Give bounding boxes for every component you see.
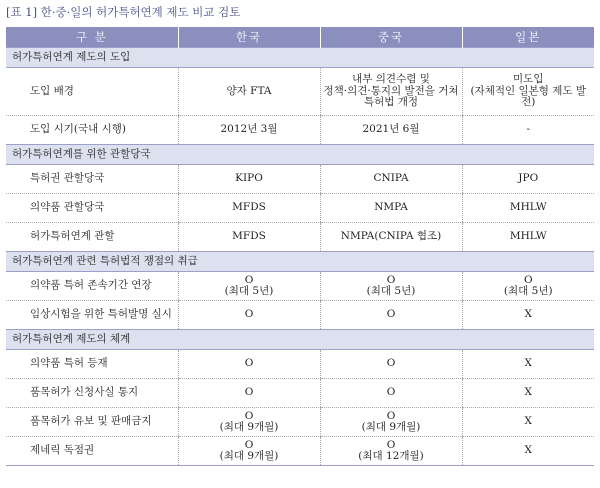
table-caption: [표 1] 한·중·일의 허가특허연계 제도 비교 검토 — [6, 5, 241, 19]
cell-japan — [462, 223, 594, 252]
cell-line: 2012년 3월 — [220, 123, 278, 136]
cell-china — [320, 301, 462, 330]
cell-line: 특허법 개정 — [363, 96, 419, 109]
cell-line: (최대 5년) — [224, 285, 274, 297]
table-row — [6, 165, 594, 194]
cell-china — [320, 165, 462, 194]
cell-line: X — [524, 357, 532, 370]
cell-japan — [462, 379, 594, 408]
cell-japan — [462, 194, 594, 223]
table-row — [6, 223, 594, 252]
cell-line: KIPO — [235, 172, 263, 185]
section-title: 허가특허연계 제도의 도입 — [6, 48, 594, 68]
cell-line: O — [244, 357, 254, 370]
row-label: 의약품 특허 존속기간 연장 — [6, 272, 178, 301]
section-row — [6, 252, 594, 272]
cell-china — [320, 194, 462, 223]
section-title: 허가특허연계 관련 특허법적 쟁점의 취급 — [6, 252, 594, 272]
cell-line: MFDS — [232, 230, 266, 243]
cell-japan — [462, 116, 594, 145]
cell-japan — [462, 272, 594, 301]
cell-korea — [178, 272, 320, 301]
cell-line: (최대 12개월) — [358, 450, 424, 462]
table-row — [6, 408, 594, 437]
row-label: 허가특허연계 관할 — [6, 223, 178, 252]
header-category: 구 분 — [6, 27, 178, 48]
header-korea: 한국 — [178, 27, 320, 48]
header-row — [6, 27, 594, 48]
cell-line: O — [386, 409, 396, 422]
table-row — [6, 68, 594, 116]
cell-line: (최대 5년) — [503, 285, 553, 297]
cell-line: MFDS — [232, 201, 266, 214]
cell-china — [320, 68, 462, 116]
cell-line: O — [386, 308, 396, 321]
cell-line: (최대 9개월) — [361, 421, 421, 433]
cell-korea — [178, 223, 320, 252]
cell-line: O — [523, 273, 533, 286]
cell-korea — [178, 116, 320, 145]
cell-line: O — [386, 273, 396, 286]
section-title: 허가특허연계를 위한 관할당국 — [6, 145, 594, 165]
cell-korea — [178, 437, 320, 466]
cell-line: O — [244, 438, 254, 451]
cell-line: CNIPA — [373, 172, 409, 185]
cell-japan — [462, 437, 594, 466]
row-label: 제네릭 독점권 — [6, 437, 178, 466]
cell-china — [320, 379, 462, 408]
cell-line: X — [524, 386, 532, 399]
section-row — [6, 48, 594, 68]
cell-china — [320, 437, 462, 466]
cell-china — [320, 408, 462, 437]
row-label: 임상시험을 위한 특허발명 실시 — [6, 301, 178, 330]
cell-line: 2021년 6월 — [362, 123, 420, 136]
cell-line: 양자 FTA — [226, 84, 272, 97]
cell-japan — [462, 350, 594, 379]
section-row — [6, 330, 594, 350]
cell-line: (최대 5년) — [366, 285, 416, 297]
table-row — [6, 437, 594, 466]
cell-japan — [462, 68, 594, 116]
row-label: 의약품 관할당국 — [6, 194, 178, 223]
cell-korea — [178, 301, 320, 330]
cell-line: O — [244, 273, 254, 286]
section-row — [6, 145, 594, 165]
cell-line: 미도입 — [513, 73, 544, 86]
cell-china — [320, 223, 462, 252]
cell-korea — [178, 408, 320, 437]
table-row — [6, 116, 594, 145]
row-label: 특허권 관할당국 — [6, 165, 178, 194]
cell-korea — [178, 379, 320, 408]
row-label: 도입 배경 — [6, 68, 178, 116]
section-title: 허가특허연계 제도의 체계 — [6, 330, 594, 350]
cell-line: O — [244, 308, 254, 321]
row-label: 도입 시기(국내 시행) — [6, 116, 178, 145]
cell-korea — [178, 165, 320, 194]
cell-china — [320, 350, 462, 379]
cell-line: 정책·의견·통지의 발전을 거쳐 — [323, 84, 459, 97]
row-label: 품목허가 유보 및 판매금지 — [6, 408, 178, 437]
table-row — [6, 194, 594, 223]
cell-line: MHLW — [509, 230, 547, 243]
cell-korea — [178, 350, 320, 379]
cell-line: 내부 의견수렴 및 — [352, 73, 430, 86]
cell-line: O — [244, 409, 254, 422]
cell-line: (최대 9개월) — [219, 421, 279, 433]
cell-japan — [462, 301, 594, 330]
cell-line: MHLW — [509, 201, 547, 214]
cell-line: JPO — [518, 172, 539, 185]
cell-korea — [178, 194, 320, 223]
table-row — [6, 379, 594, 408]
table-row — [6, 272, 594, 301]
row-label: 품목허가 신청사실 통지 — [6, 379, 178, 408]
cell-line: X — [524, 444, 532, 457]
cell-china — [320, 116, 462, 145]
cell-line: NMPA — [374, 201, 408, 214]
cell-line: O — [386, 357, 396, 370]
header-china: 중국 — [320, 27, 462, 48]
cell-china — [320, 272, 462, 301]
comparison-table — [6, 27, 594, 466]
row-label: 의약품 특허 등재 — [6, 350, 178, 379]
cell-line: X — [524, 308, 532, 321]
header-japan: 일본 — [462, 27, 594, 48]
cell-japan — [462, 165, 594, 194]
cell-line: (최대 9개월) — [219, 450, 279, 462]
cell-line: O — [386, 438, 396, 451]
cell-line: NMPA(CNIPA 협조) — [340, 230, 442, 243]
table-row — [6, 301, 594, 330]
cell-line: X — [524, 415, 532, 428]
cell-japan — [462, 408, 594, 437]
cell-korea — [178, 68, 320, 116]
cell-line: (자체적인 일본형 제도 발전) — [470, 84, 587, 109]
cell-line: O — [244, 386, 254, 399]
cell-line: O — [386, 386, 396, 399]
table-row — [6, 350, 594, 379]
cell-line: - — [526, 123, 531, 136]
